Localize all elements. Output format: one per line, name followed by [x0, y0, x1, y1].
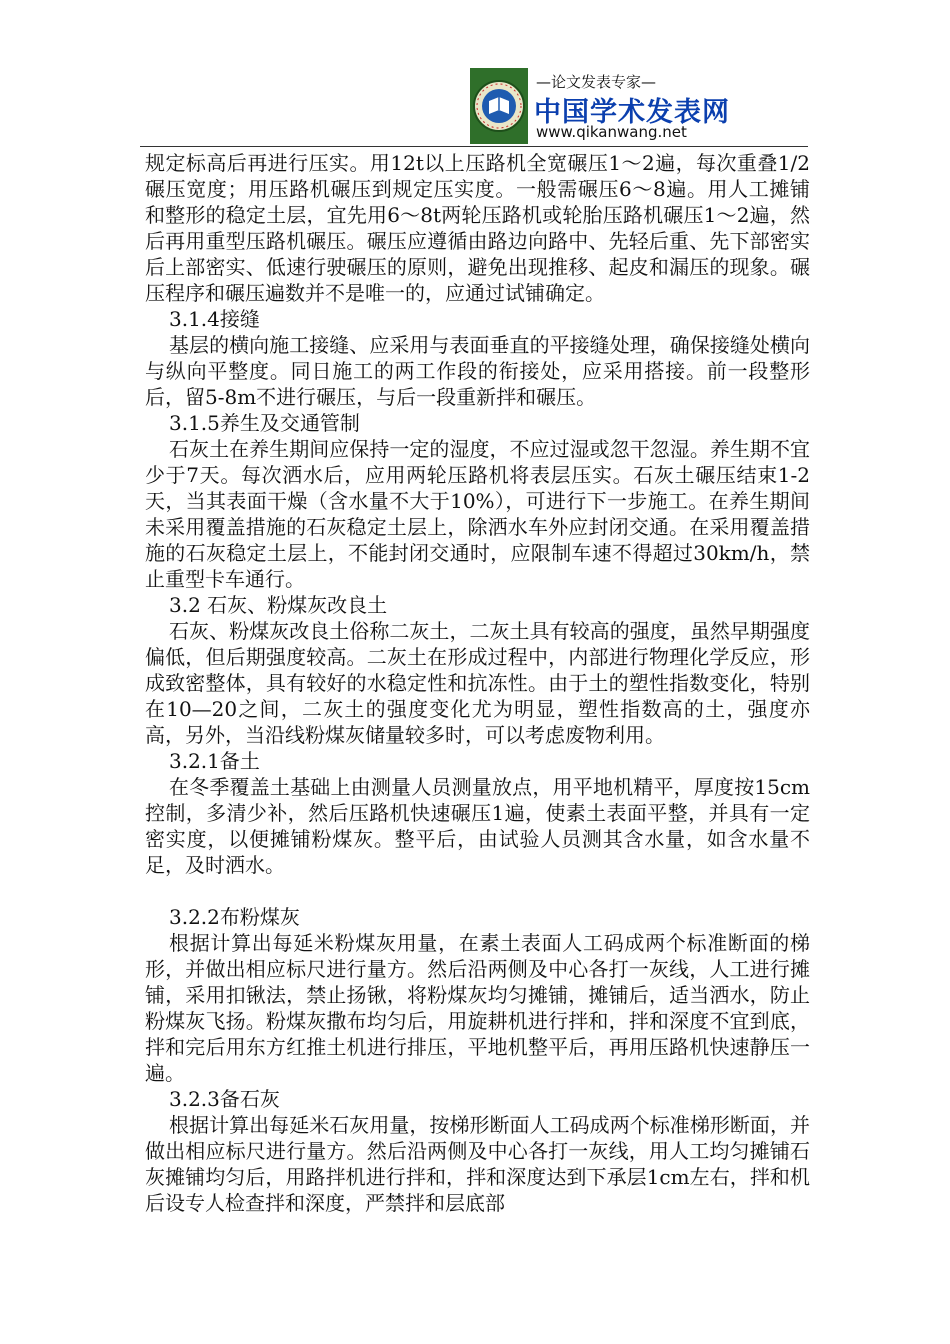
- header-divider: [140, 146, 808, 147]
- paragraph-joints: 基层的横向施工接缝、应采用与表面垂直的平接缝处理，确保接缝处横向与纵向平整度。同日施工的两工作段的衔接处，应采用搭接。前一段整形后，留5-8m不进行碾压，与后一段重新拌和碾压。: [145, 333, 810, 409]
- heading-3-1-5: 3.1.5养生及交通管制: [169, 411, 360, 435]
- heading-3-2-1: 3.2.1备土: [169, 749, 260, 773]
- paragraph-curing: 石灰土在养生期间应保持一定的湿度，不应过湿或忽干忽湿。养生期不宜少于7天。每次洒水后，应用两轮压路机将表层压实。石灰土碾压结束1-2天，当其表面干燥（含水量不大于10%），可进行下一步施工。在养生期间未采用覆盖措施的石灰稳定土层上，除洒水车外应封闭交通。在采用覆盖措施的石灰稳定土层上，不能封闭交通时，应限制车速不得超过30km/h，禁止重型卡车通行。: [145, 437, 810, 591]
- article-body: [145, 150, 810, 1216]
- blank-line: [145, 878, 810, 904]
- paragraph-soil-prep: 在冬季覆盖土基础上由测量人员测量放点，用平地机精平，厚度按15cm控制，多清少补，然后压路机快速碾压1遍，使素土表面平整，并具有一定密实度，以便摊铺粉煤灰。整平后，由试验人员测其含水量，如含水量不足，及时洒水。: [145, 775, 810, 877]
- logo-tagline: —论文发表专家—: [536, 73, 657, 91]
- academic-book-seal-icon: [470, 68, 528, 144]
- heading-3-1-4: 3.1.4接缝: [169, 307, 260, 331]
- logo-url[interactable]: www.qikanwang.net: [536, 123, 687, 141]
- heading-3-2-3: 3.2.3备石灰: [169, 1087, 280, 1111]
- heading-3-2-2: 3.2.2布粉煤灰: [169, 905, 300, 929]
- paragraph-lime-flyash: 石灰、粉煤灰改良土俗称二灰土，二灰土具有较高的强度，虽然早期强度偏低，但后期强度较高。二灰土在形成过程中，内部进行物理化学反应，形成致密整体，具有较好的水稳定性和抗冻性。由于土的塑性指数变化，特别在10—20之间，二灰土的强度变化尤为明显，塑性指数高的土，强度亦高，另外，当沿线粉煤灰储量较多时，可以考虑废物利用。: [145, 619, 810, 747]
- paragraph-lime-prep: 根据计算出每延米石灰用量，按梯形断面人工码成两个标准梯形断面，并做出相应标尺进行量方。然后沿两侧及中心各打一灰线，用人工均匀摊铺石灰摊铺均匀后，用路拌机进行拌和，拌和深度达到下承层1cm左右，拌和机后设专人检查拌和深度，严禁拌和层底部: [145, 1113, 810, 1215]
- paragraph-rolling: 规定标高后再进行压实。用12t以上压路机全宽碾压1～2遍，每次重叠1/2碾压宽度；用压路机碾压到规定压实度。一般需碾压6～8遍。用人工摊铺和整形的稳定土层，宜先用6～8t两轮压路机或轮胎压路机碾压1～2遍，然后再用重型压路机碾压。碾压应遵循由路边向路中、先轻后重、先下部密实后上部密实、低速行驶碾压的原则，避免出现推移、起皮和漏压的现象。碾压程序和碾压遍数并不是唯一的，应通过试铺确定。: [145, 151, 810, 305]
- site-logo[interactable]: [470, 68, 730, 144]
- heading-3-2: 3.2 石灰、粉煤灰改良土: [169, 593, 388, 617]
- paragraph-flyash-spreading: 根据计算出每延米粉煤灰用量，在素土表面人工码成两个标准断面的梯形，并做出相应标尺进行量方。然后沿两侧及中心各打一灰线，人工进行摊铺，采用扣锹法，禁止扬锹，将粉煤灰均匀摊铺，摊铺后，适当洒水，防止粉煤灰飞扬。粉煤灰撒布均匀后，用旋耕机进行拌和，拌和深度不宜到底，拌和完后用东方红推土机进行排压，平地机整平后，再用压路机快速静压一遍。: [145, 931, 810, 1085]
- logo-name: 中国学术发表网: [534, 97, 730, 128]
